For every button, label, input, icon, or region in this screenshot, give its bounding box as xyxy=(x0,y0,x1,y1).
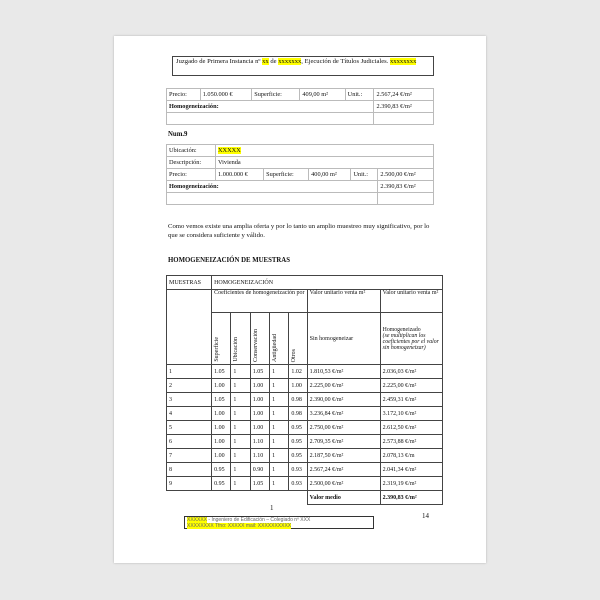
cell-a: 1 xyxy=(270,379,289,393)
cell-o: 0.98 xyxy=(289,393,307,407)
cell-h: 2.459,31 €/m² xyxy=(380,393,442,407)
cell-a: 1 xyxy=(270,477,289,491)
cell-a: 1 xyxy=(270,463,289,477)
cell-h: 3.172,10 €/m² xyxy=(380,407,442,421)
cell-c: 0.90 xyxy=(250,463,269,477)
table-row xyxy=(167,365,443,379)
table-row xyxy=(167,435,443,449)
cell-a: 1 xyxy=(270,421,289,435)
cell-s: 1.00 xyxy=(212,421,231,435)
cell-n: 1 xyxy=(167,365,212,379)
cell-u: 1 xyxy=(231,393,250,407)
cell-o: 0.93 xyxy=(289,463,307,477)
cell-v: 2.500,00 €/m² xyxy=(307,477,380,491)
cell-v: 2.390,00 €/m² xyxy=(307,393,380,407)
page-marker: 1 xyxy=(270,504,274,512)
sample-9-table: Ubicación: XXXXX Descripción: Vivienda Precio: 1.000.000 € Superficie: 400,00 m² Unit.: 2.500,00 €/m² Homogeneización: 2.390,83 €/m² xyxy=(166,144,434,205)
table-row xyxy=(167,393,443,407)
cell-h: 2.041,34 €/m² xyxy=(380,463,442,477)
sample-8-table: Precio: 1.050.000 € Superficie: 409,00 m² Unit.: 2.567,24 €/m² Homogeneización: 2.390,83 €/m² xyxy=(166,88,434,125)
cell-s: 0.95 xyxy=(212,477,231,491)
cell-a: 1 xyxy=(270,449,289,463)
cell-v: 1.810,53 €/m² xyxy=(307,365,380,379)
table-row xyxy=(167,421,443,435)
court-header: Juzgado de Primera Instancia nº xx de xxxxxxx, Ejecución de Títulos Judiciales. xxxxxxxx xyxy=(172,56,434,76)
cell-a: 1 xyxy=(270,435,289,449)
cell-u: 1 xyxy=(231,365,250,379)
table-row xyxy=(167,463,443,477)
cell-o: 0.95 xyxy=(289,449,307,463)
cell-c: 1.00 xyxy=(250,379,269,393)
table-row xyxy=(167,449,443,463)
cell-v: 2.750,00 €/m² xyxy=(307,421,380,435)
cell-o: 0.98 xyxy=(289,407,307,421)
cell-s: 1.05 xyxy=(212,365,231,379)
cell-o: 0.95 xyxy=(289,421,307,435)
cell-c: 1.00 xyxy=(250,407,269,421)
table-row xyxy=(167,379,443,393)
cell-n: 9 xyxy=(167,477,212,491)
cell-o: 0.95 xyxy=(289,435,307,449)
cell-n: 8 xyxy=(167,463,212,477)
cell-o: 1.02 xyxy=(289,365,307,379)
cell-h: 2.078,13 €/m xyxy=(380,449,442,463)
cell-a: 1 xyxy=(270,407,289,421)
homogenization-table: MUESTRAS HOMOGENEIZACIÓN Coeficientes de homogeneización por Valor unitario venta m² Valor unitario venta m² Superficie Ubicación Conservación Antigüedad Otros Sin homogeneizar Homogeneizado (se multiplican los coeficientes por el valor sin homogeneizar) 1 1.05 1 1.05 1 1.02 1.810,53 €/m² 2.036,03 €/m² 2 1.00 1 1.00 1 1.00 2.225,00 €/m² 2.225,00 €/m² 3 1.05 1 1.00 1 0.98 2.390,00 €/m² 2.459,31 €/m² 4 1.00 1 1.00 1 0.98 3.236,84 €/m² 3.172,10 €/m² 5 1.00 1 1.00 1 0.95 2.750,00 €/m² 2.612,50 €/m² 6 1.00 1 1.10 1 0.95 2.709,35 €/m² 2.573,88 €/m² 7 1.00 1 1.10 1 0.95 2.187,50 €/m² 2.078,13 €/m 8 0.95 1 0.90 1 0.93 2.567,24 €/m² 2.041,34 €/m² 9 0.95 1 1.05 1 0.93 2.500,00 €/m² 2.319,19 €/m² Valor medio 2.390,83 €/m² xyxy=(166,275,443,505)
cell-n: 4 xyxy=(167,407,212,421)
table-row xyxy=(167,477,443,491)
cell-n: 2 xyxy=(167,379,212,393)
cell-v: 3.236,84 €/m² xyxy=(307,407,380,421)
section-title: HOMOGENEIZACIÓN DE MUESTRAS xyxy=(168,257,290,264)
cell-n: 3 xyxy=(167,393,212,407)
cell-s: 1.00 xyxy=(212,435,231,449)
cell-n: 7 xyxy=(167,449,212,463)
cell-n: 5 xyxy=(167,421,212,435)
cell-s: 1.05 xyxy=(212,393,231,407)
cell-s: 1.00 xyxy=(212,379,231,393)
cell-c: 1.10 xyxy=(250,449,269,463)
cell-h: 2.612,50 €/m² xyxy=(380,421,442,435)
cell-u: 1 xyxy=(231,407,250,421)
footer-box: XXXXXX - Ingeniero de Edificación – Colegiado nº XXX XXXXXXXX Tfno: XXXXX mail: XXXXXXXXXX xyxy=(184,516,374,529)
cell-u: 1 xyxy=(231,463,250,477)
cell-c: 1.05 xyxy=(250,365,269,379)
cell-h: 2.036,03 €/m² xyxy=(380,365,442,379)
cell-c: 1.05 xyxy=(250,477,269,491)
col-antiguedad: Antigüedad xyxy=(272,334,279,362)
table-row xyxy=(167,407,443,421)
cell-a: 1 xyxy=(270,365,289,379)
conclusion-paragraph: Como vemos existe una amplia oferta y por lo tanto un amplio muestreo muy significativo, por lo que se considera suficiente y válido. xyxy=(168,223,430,239)
cell-s: 1.00 xyxy=(212,407,231,421)
col-conservacion: Conservación xyxy=(252,329,259,362)
cell-o: 1.00 xyxy=(289,379,307,393)
document-page xyxy=(114,36,486,563)
cell-u: 1 xyxy=(231,477,250,491)
cell-a: 1 xyxy=(270,393,289,407)
cell-u: 1 xyxy=(231,379,250,393)
col-ubicacion: Ubicación xyxy=(233,337,240,362)
cell-n: 6 xyxy=(167,435,212,449)
cell-h: 2.573,88 €/m² xyxy=(380,435,442,449)
cell-s: 1.00 xyxy=(212,449,231,463)
cell-c: 1.00 xyxy=(250,421,269,435)
col-otros: Otros xyxy=(291,348,298,362)
col-superficie: Superficie xyxy=(214,337,221,362)
cell-o: 0.93 xyxy=(289,477,307,491)
cell-c: 1.10 xyxy=(250,435,269,449)
page-number: 14 xyxy=(422,512,429,520)
cell-v: 2.225,00 €/m² xyxy=(307,379,380,393)
cell-u: 1 xyxy=(231,449,250,463)
cell-v: 2.187,50 €/m² xyxy=(307,449,380,463)
cell-h: 2.319,19 €/m² xyxy=(380,477,442,491)
cell-u: 1 xyxy=(231,435,250,449)
cell-s: 0.95 xyxy=(212,463,231,477)
cell-v: 2.709,35 €/m² xyxy=(307,435,380,449)
cell-h: 2.225,00 €/m² xyxy=(380,379,442,393)
cell-v: 2.567,24 €/m² xyxy=(307,463,380,477)
cell-u: 1 xyxy=(231,421,250,435)
sample-9-title: Num.9 xyxy=(168,131,188,138)
cell-c: 1.00 xyxy=(250,393,269,407)
